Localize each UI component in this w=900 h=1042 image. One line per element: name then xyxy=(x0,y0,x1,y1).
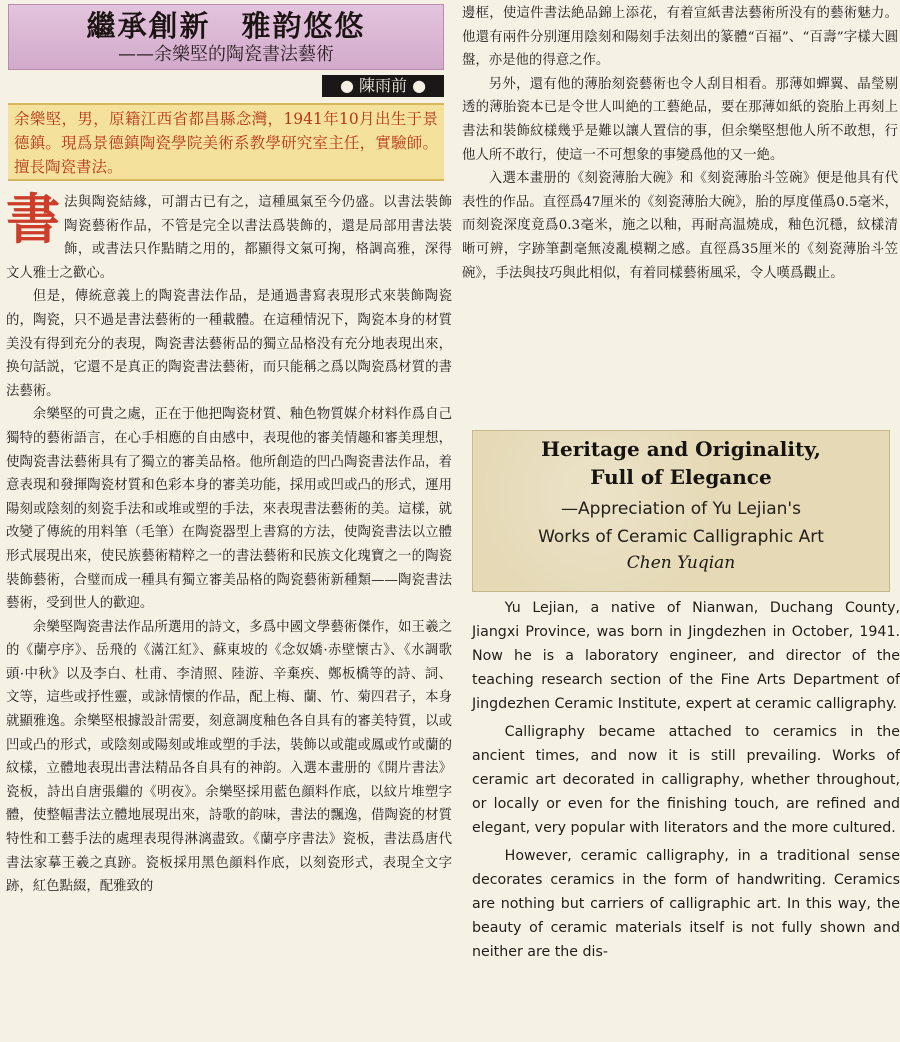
paragraph: 但是，傳統意義上的陶瓷書法作品，是通過書寫表現形式來裝飾陶瓷的，陶瓷，只不過是書法藝術的一種載體。在這種情況下，陶瓷本身的材質美没有得到充分的表現，陶瓷書法藝術品的獨立品格没有充分地表現出來，换句話説，它還不是真正的陶瓷書法藝術，而只能稱之爲以陶瓷爲材質的書法藝術。 xyxy=(6,289,452,399)
english-title-line: Heritage and Originality, xyxy=(541,437,821,461)
left-column xyxy=(6,4,452,899)
paragraph: 邊框，使這件書法絶品錦上添花，有着宣紙書法藝術所没有的藝術魅力。他還有兩件分别運用陰刻和陽刻手法刻出的篆體“百福”、“百壽”字樣大圓盤，亦是他的得意之作。 xyxy=(462,6,898,69)
paragraph: 入選本畫册的《刻瓷薄胎大碗》和《刻瓷薄胎斗笠碗》便是他具有代表性的作品。直徑爲47厘米的《刻瓷薄胎大碗》，胎的厚度僅爲0.5毫米，而刻瓷深度竟爲0.3毫米，施之以釉，再耐高温燒成，釉色沉穩，紋樣清晰可辨，字跡筆劃毫無凌亂模糊之感。直徑爲35厘米的《刻瓷薄胎斗笠碗》，手法與技巧與此相似，有着同樣藝術風采，令人嘆爲觀止。 xyxy=(462,171,898,281)
english-body xyxy=(472,596,900,968)
english-title-line: Full of Elegance xyxy=(590,465,772,489)
paragraph-text: 法與陶瓷結緣，可謂古已有之，這種風氣至今仍盛。以書法裝飾陶瓷藝術作品，不管是完全以書法爲裝飾的，還是局部用書法裝飾，或書法只作點睛之用的，都顯得文氣可掬，格調高雅，深得文人雅士之歡心。 xyxy=(6,195,452,281)
chinese-body-left xyxy=(6,187,452,899)
title-banner xyxy=(8,4,444,70)
chinese-body-right xyxy=(462,2,898,285)
paragraph: 另外，還有他的薄胎刻瓷藝術也令人刮目相看。那薄如蟬翼、晶瑩剔透的薄胎瓷本已是令世人叫絶的工藝絶品，要在那薄如紙的瓷胎上再刻上書法和裝飾紋樣幾乎是難以讓人置信的事，但余樂堅想他人所不敢想，行他人所不敢行，使這一不可想象的事變爲他的又一絶。 xyxy=(462,76,898,163)
paragraph: Yu Lejian, a native of Nianwan, Duchang County, Jiangxi Province, was born in Jingdezhen in October, 1941. Now he is a laboratory engineer, and director of the teaching research section of the Fine Arts Department of Jingdezhen Ceramic Institute, expert at ceramic calligraphy. xyxy=(472,600,900,712)
english-title-box xyxy=(472,430,890,592)
paragraph xyxy=(6,187,452,285)
english-subtitle-line: Works of Ceramic Calligraphic Art xyxy=(538,527,824,547)
english-subtitle xyxy=(473,495,889,551)
page-title: 繼承創新 雅韵悠悠 xyxy=(86,9,366,43)
paragraph: However, ceramic calligraphy, in a traditional sense decorates ceramics in the form of handwriting. Ceramics are nothing but carriers of calligraphic art. In this way, the beauty of ceramic materials itself is not fully shown and neither are the dis- xyxy=(472,848,900,960)
page-subtitle: ——余樂堅的陶瓷書法藝術 xyxy=(118,44,334,65)
author-badge: ● 陳雨前 ● xyxy=(322,75,444,97)
english-author: Chen Yuqian xyxy=(626,553,736,573)
intro-box: 余樂堅，男，原籍江西省都昌縣念灣，1941年10月出生于景德鎮。現爲景德鎮陶瓷學院美術系教學研究室主任，實驗師。擅長陶瓷書法。 xyxy=(8,103,444,181)
english-subtitle-line: —Appreciation of Yu Lejian's xyxy=(561,499,801,519)
drop-cap: 書 xyxy=(6,187,60,251)
right-column xyxy=(462,2,900,960)
paragraph: 余樂堅陶瓷書法作品所選用的詩文，多爲中國文學藝術傑作，如王羲之的《蘭亭序》、岳飛的《滿江紅》、蘇東坡的《念奴嬌·赤壁懷古》、《水調歌頭·中秋》以及李白、杜甫、李清照、陸游、辛棄疾、鄭板橋等的詩、詞、文等，這些或抒性靈，或詠情懷的作品，配上梅、蘭、竹、菊四君子，本身就顯雅逸。余樂堅根據設計需要，刻意調度釉色各自具有的審美特質，以或凹或凸的形式，或陰刻或陽刻或堆或塑的手法，裝飾以或龍或鳳或竹或蘭的紋樣，立體地表現出書法精品各自具有的神韵。入選本畫册的《開片書法》瓷板，詩出自唐張繼的《明夜》。余樂堅採用藍色顔料作底，以紋片堆塑字體，使整幅書法立體地展現出來，詩歌的韵味，書法的飄逸，借陶瓷的材質特性和工藝手法的處理表現得淋漓盡致。《蘭亭序書法》瓷板，書法爲唐代書法家摹王羲之真跡。瓷板採用黑色顔料作底，以刻瓷形式，表現全文字跡，紅色點綴，配雅致的 xyxy=(6,619,452,895)
english-title xyxy=(473,435,889,491)
author-name: 陳雨前 xyxy=(358,76,407,95)
paragraph: Calligraphy became attached to ceramics in the ancient times, and now it is still prevailing. Works of ceramic art decorated in calligraphy, whether throughout, or locally or even for the finishing touch, are refined and elegant, very popular with literators and the more cultured. xyxy=(472,724,900,836)
paragraph: 余樂堅的可貴之處，正在于他把陶瓷材質、釉色物質媒介材料作爲自己獨特的藝術語言，在心手相應的自由感中，表現他的審美情趣和審美理想，使陶瓷書法藝術具有了獨立的審美品格。他所創造的凹凸陶瓷書法作品，着意表現和發揮陶瓷材質和色彩本身的審美功能，採用或凹或凸的形式，運用陽刻或陰刻的刻瓷手法和或堆或塑的手法，來表現書法藝術的美。這樣，就改變了傳統的用料筆（毛筆）在陶瓷器型上書寫的方法，使陶瓷書法以立體形式展現出來，使民族藝術精粹之一的書法藝術和民族文化瑰寶之一的陶瓷裝飾藝術，合璧而成一種具有獨立審美品格的陶瓷藝術新種類——陶瓷書法藝術，受到世人的歡迎。 xyxy=(6,407,452,612)
